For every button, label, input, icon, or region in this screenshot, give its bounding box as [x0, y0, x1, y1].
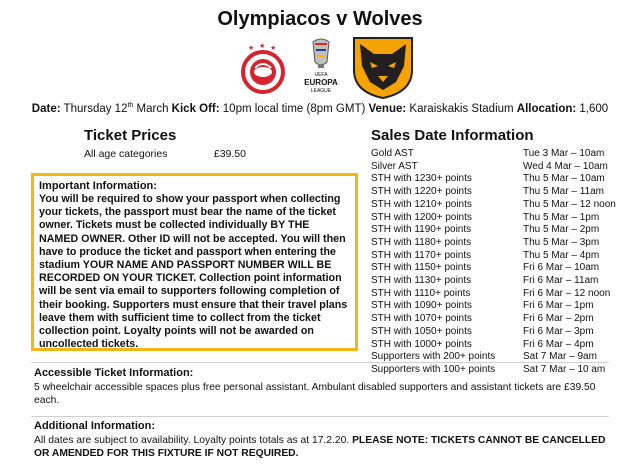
sales-row-who: STH with 1200+ points: [371, 211, 472, 223]
sales-row-when: Fri 6 Mar – 10am: [523, 262, 600, 274]
wolves-crest-icon: [350, 36, 416, 100]
sales-row: [371, 300, 631, 313]
price-category: All age categories: [84, 148, 168, 160]
sales-row-when: Thu 5 Mar – 3pm: [523, 236, 600, 248]
sales-row: [371, 326, 631, 339]
page-title: Olympiacos v Wolves: [217, 8, 423, 30]
additional-notice: PLEASE NOTE: TICKETS CANNOT BE CANCELLED OR AMENDED FOR THIS FIXTURE IF NOT REQUIRED.: [34, 435, 606, 459]
sales-row-who: Gold AST: [371, 148, 414, 159]
additional-plain-text: All dates are subject to availability. Loyalty points totals as at 17.2.20.: [34, 435, 353, 446]
accessible-text: 5 wheelchair accessible spaces plus free personal assistant. Ambulant disabled supporters and assistant tickets are £39.50 each.: [34, 382, 596, 406]
sales-row-when: Thu 5 Mar – 12 noon: [523, 198, 616, 210]
sales-row-when: Thu 5 Mar – 11am: [523, 186, 604, 198]
sales-row-when: Wed 4 Mar – 10am: [523, 160, 608, 172]
europa-text-league: LEAGUE: [310, 88, 332, 94]
sales-row: [371, 161, 631, 174]
additional-heading: Additional Information:: [34, 420, 155, 432]
sales-row: [371, 275, 631, 288]
sales-row-who: STH with 1210+ points: [371, 198, 472, 210]
kickoff-label: Kick Off:: [171, 102, 220, 115]
date-label: Date:: [31, 102, 61, 115]
allocation-value: 1,600: [576, 102, 609, 115]
svg-text:★: ★: [248, 45, 255, 52]
logos-row: [0, 36, 640, 96]
sales-row-who: STH with 1070+ points: [371, 313, 472, 325]
sales-row-who: STH with 1180+ points: [371, 236, 472, 248]
sales-row-who: STH with 1050+ points: [371, 325, 472, 337]
europa-text-main: EUROPA: [304, 78, 338, 87]
sales-row: [371, 173, 631, 186]
sales-row-who: STH with 1110+ points: [371, 287, 471, 299]
ticket-prices-section: [84, 127, 284, 160]
venue-value: Karaiskakis Stadium: [406, 102, 517, 115]
sales-row-who: Silver AST: [371, 160, 418, 172]
important-heading: Important Information:: [39, 180, 157, 192]
sales-row-when: Fri 6 Mar – 12 noon: [523, 287, 611, 299]
sales-row-who: STH with 1000+ points: [371, 338, 472, 350]
sales-row-when: Sat 7 Mar – 10 am: [523, 363, 606, 375]
sales-row-when: Tue 3 Mar – 10am: [523, 148, 605, 159]
sales-row-who: STH with 1130+ points: [371, 275, 472, 287]
sales-row: [371, 262, 631, 275]
additional-section: [34, 420, 614, 460]
sales-row: [371, 339, 631, 352]
sales-row-who: STH with 1220+ points: [371, 186, 472, 198]
sales-row-when: Thu 5 Mar – 2pm: [523, 224, 600, 236]
sales-row-when: Thu 5 Mar – 1pm: [523, 211, 600, 223]
sales-row-when: Thu 5 Mar – 4pm: [523, 249, 600, 261]
sales-row: [371, 199, 631, 212]
important-information-box: [31, 173, 358, 351]
accessible-heading: Accessible Ticket Information:: [34, 367, 194, 379]
svg-text:★: ★: [259, 43, 266, 50]
sales-row-when: Sat 7 Mar – 9am: [523, 351, 597, 363]
sales-row-when: Thu 5 Mar – 10am: [523, 173, 605, 185]
additional-text: [34, 434, 614, 460]
europa-league-trophy-icon: [296, 38, 346, 98]
sales-row: [371, 148, 631, 161]
sales-row-when: Fri 6 Mar – 2pm: [523, 313, 594, 325]
venue-label: Venue:: [368, 102, 407, 115]
sales-row: [371, 224, 631, 237]
sales-row: [371, 250, 631, 263]
sales-row: [371, 212, 631, 225]
sales-row: [371, 186, 631, 199]
divider-accessible: [31, 362, 609, 363]
sales-rows: [371, 148, 631, 377]
sales-date-section: [371, 127, 631, 377]
olympiacos-crest-icon: [240, 42, 286, 98]
important-body: You will be required to show your passport when collecting your tickets, the passport must bear the name of the ticket owner. Tickets must be collected individually BY THE NAMED OWNER. Other ID will not be accepted. You will then have to produce the ticket and passport when entering the stadium YOUR NAME AND PASSPORT NUMBER WILL BE RECORDED ON YOUR TICKET. Collection point information will be sent via email to supporters following completion of their booking. Supporters must ensure that their travel plans leave them with sufficient time to collect from the ticket collection point. Loyalty points will not be awarded on uncollected tickets.: [39, 193, 348, 351]
date-suffix: th: [127, 102, 134, 109]
date-value: Thursday 12: [60, 102, 128, 115]
ticket-prices-heading: Ticket Prices: [84, 127, 177, 144]
kickoff-value: 10pm local time (8pm GMT): [219, 102, 369, 115]
divider-additional: [31, 416, 609, 417]
sales-row-when: Fri 6 Mar – 4pm: [523, 338, 594, 350]
sales-row-who: STH with 1090+ points: [371, 300, 472, 312]
europa-text-uefa: UEFA: [314, 72, 328, 78]
price-value: £39.50: [213, 148, 246, 160]
allocation-label: Allocation:: [516, 102, 577, 115]
sales-row-when: Fri 6 Mar – 3pm: [523, 325, 594, 337]
accessible-section: [34, 367, 614, 407]
sales-row-who: STH with 1150+ points: [371, 262, 472, 274]
sales-row: [371, 237, 631, 250]
date-month: March: [133, 102, 172, 115]
sales-row-who: STH with 1190+ points: [371, 224, 472, 236]
sales-row-who: Supporters with 100+ points: [371, 363, 496, 375]
match-details: [0, 102, 640, 115]
sales-row: [371, 288, 631, 301]
sales-row-when: Fri 6 Mar – 11am: [523, 275, 599, 287]
sales-row-who: Supporters with 200+ points: [371, 351, 496, 363]
sales-row-when: Fri 6 Mar – 1pm: [523, 300, 594, 312]
sales-row-who: STH with 1170+ points: [371, 249, 472, 261]
sales-heading: Sales Date Information: [371, 127, 534, 144]
price-row: [84, 148, 246, 160]
sales-row: [371, 313, 631, 326]
svg-text:★: ★: [270, 45, 277, 52]
sales-row-who: STH with 1230+ points: [371, 173, 472, 185]
